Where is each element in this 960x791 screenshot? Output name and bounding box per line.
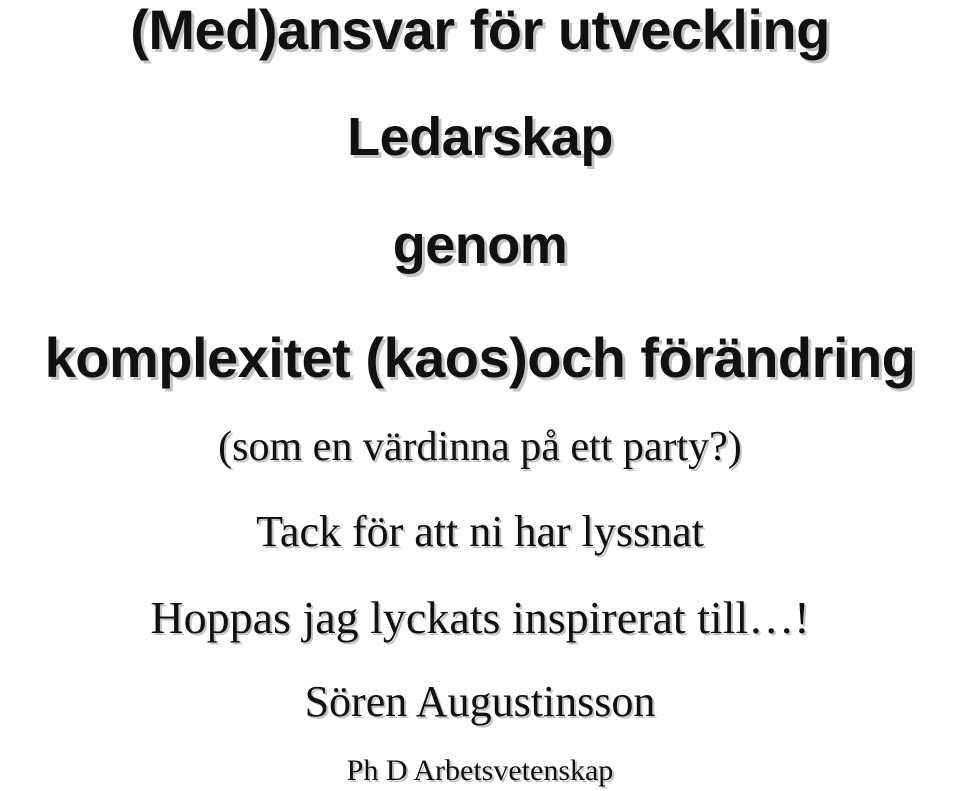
slide-title: (Med)ansvar för utveckling	[130, 0, 830, 61]
author-name: Sören Augustinsson	[304, 677, 656, 726]
author-title: Ph D Arbetsvetenskap	[346, 754, 614, 787]
thanks-text: Tack för att ni har lyssnat	[256, 507, 704, 556]
heading-genom: genom	[392, 215, 568, 275]
heading-komplexitet: komplexitet (kaos)och förändring	[44, 326, 916, 389]
hope-text: Hoppas jag lyckats inspirerat till…!	[150, 592, 810, 643]
subtitle-party: (som en värdinna på ett party?)	[218, 424, 742, 470]
heading-ledarskap: Ledarskap	[347, 107, 613, 167]
